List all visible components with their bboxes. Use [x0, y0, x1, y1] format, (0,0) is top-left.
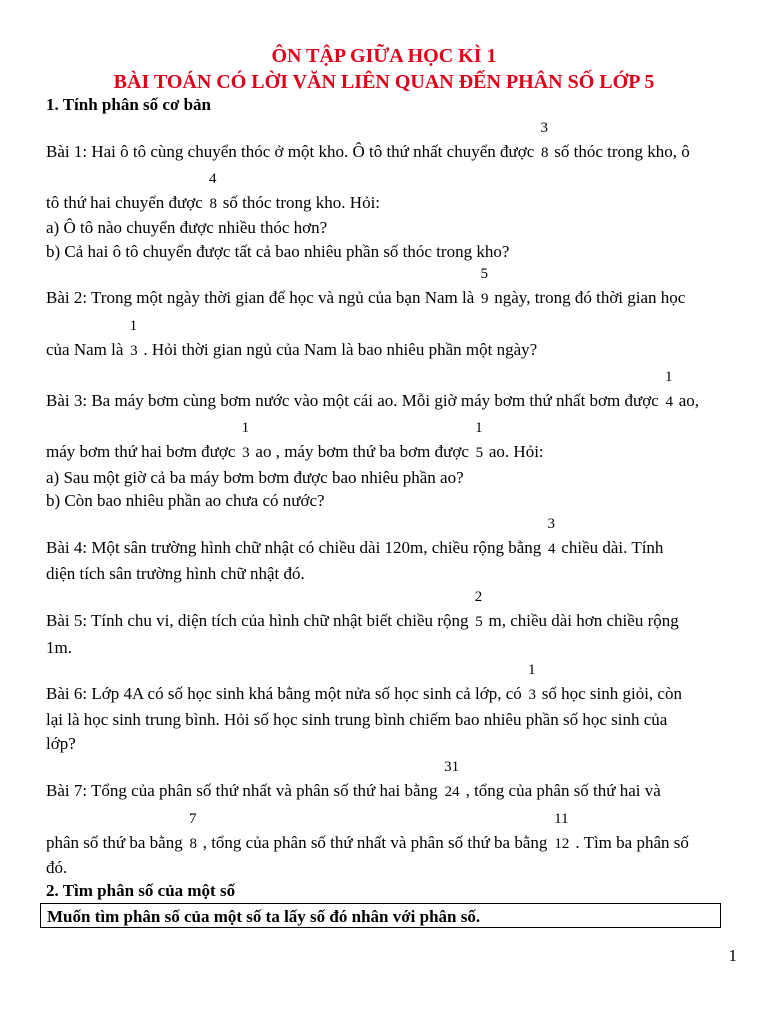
rule-box: Muốn tìm phân số của một số ta lấy số đó nhân với phân số.: [40, 903, 721, 928]
fraction: 4 8: [209, 171, 218, 213]
fraction: 1 3: [241, 420, 250, 462]
fraction: 3 4: [547, 516, 556, 558]
bai1-line2: tô thứ hai chuyển được 4 8 số thóc trong kho. Hỏi:: [46, 171, 381, 213]
fraction: 5 9: [480, 266, 489, 308]
bai2-line2: của Nam là 1 3 . Hỏi thời gian ngủ của Nam là bao nhiêu phần một ngày?: [46, 318, 538, 360]
bai5-line2: 1m.: [46, 638, 72, 657]
section1-heading: 1. Tính phân số cơ bản: [46, 95, 212, 114]
bai3-line1: Bài 3: Ba máy bơm cùng bơm nước vào một cái ao. Mỗi giờ máy bơm thứ nhất bơm được 1 4 ao,: [46, 369, 700, 411]
bai6-line3: lớp?: [46, 734, 76, 753]
fraction: 31 24: [444, 759, 460, 801]
bai6-line2: lại là học sinh trung bình. Hỏi số học sinh trung bình chiếm bao nhiêu phần số học sinh của: [46, 710, 668, 729]
bai3-line2: máy bơm thứ hai bơm được 1 3 ao , máy bơm thứ ba bơm được 1 5 ao. Hỏi:: [46, 420, 544, 462]
page-number: 1: [728, 946, 737, 965]
bai1-question-a: a) Ô tô nào chuyển được nhiều thóc hơn?: [46, 218, 328, 237]
bai7-line1: Bài 7: Tổng của phân số thứ nhất và phân số thứ hai bằng 31 24 , tổng của phân số thứ hai và: [46, 759, 661, 801]
document-title-line2: BÀI TOÁN CÓ LỜI VĂN LIÊN QUAN ĐẾN PHÂN SỐ LỚP 5: [113, 71, 655, 93]
fraction: 1 3: [129, 318, 138, 360]
bai5-line1: Bài 5: Tính chu vi, diện tích của hình chữ nhật biết chiều rộng 2 5 m, chiều dài hơn chiều rộng: [46, 589, 679, 631]
fraction: 3 8: [540, 120, 549, 162]
bai4-line2: diện tích sân trường hình chữ nhật đó.: [46, 564, 305, 583]
fraction: 1 4: [665, 369, 674, 411]
bai1-question-b: b) Cả hai ô tô chuyển được tất cả bao nhiêu phần số thóc trong kho?: [46, 242, 510, 261]
bai7-line3: đó.: [46, 858, 68, 877]
section2-heading: 2. Tìm phân số của một số: [46, 881, 236, 900]
bai4-line1: Bài 4: Một sân trường hình chữ nhật có chiều dài 120m, chiều rộng bằng 3 4 chiều dài. Tính: [46, 516, 664, 558]
bai7-line2: phân số thứ ba bằng 7 8 , tổng của phân số thứ nhất và phân số thứ ba bằng 11 12 . Tìm ba phân số: [46, 811, 689, 853]
fraction: 2 5: [474, 589, 483, 631]
bai6-line1: Bài 6: Lớp 4A có số học sinh khá bằng một nửa số học sinh cả lớp, có 1 3 số học sinh giỏi, còn: [46, 662, 682, 704]
fraction: 1 3: [527, 662, 536, 704]
bai2-line1: Bài 2: Trong một ngày thời gian để học và ngủ của bạn Nam là 5 9 ngày, trong đó thời gian học: [46, 266, 686, 308]
fraction: 7 8: [188, 811, 197, 853]
bai1-line1: Bài 1: Hai ô tô cùng chuyển thóc ở một kho. Ô tô thứ nhất chuyển được 3 8 số thóc trong kho, ô: [46, 120, 690, 162]
fraction: 11 12: [554, 811, 570, 853]
bai3-question-a: a) Sau một giờ cả ba máy bơm bơm được bao nhiêu phần ao?: [46, 468, 464, 487]
document-title-line1: ÔN TẬP GIỮA HỌC KÌ 1: [271, 45, 497, 67]
fraction: 1 5: [475, 420, 484, 462]
bai3-question-b: b) Còn bao nhiêu phần ao chưa có nước?: [46, 491, 325, 510]
